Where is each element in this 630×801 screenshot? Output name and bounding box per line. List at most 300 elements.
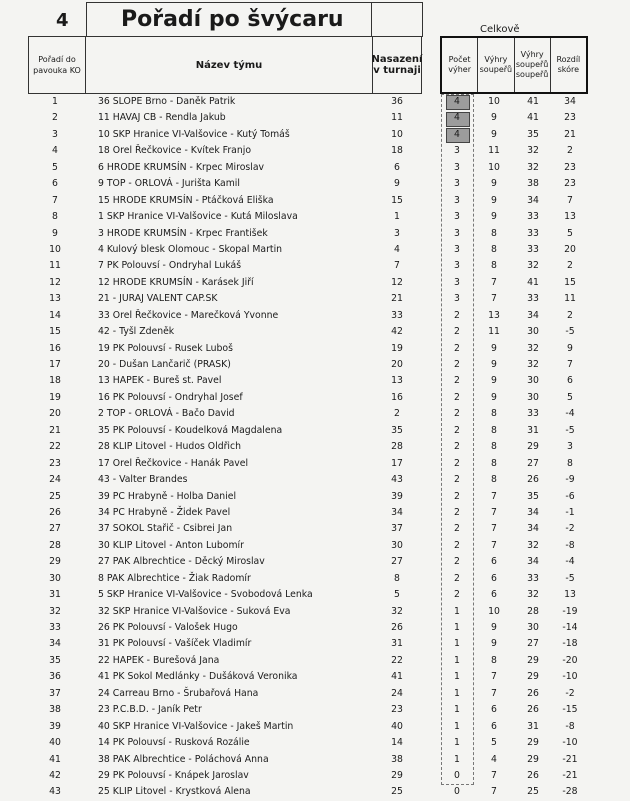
opponent-opponent-wins-cell: 34 [527,523,539,535]
seed-cell: 40 [391,720,403,732]
opponent-opponent-wins-cell: 30 [527,622,539,633]
rank-cell: 30 [49,572,61,584]
opponent-wins-cell: 7 [491,293,497,305]
opponent-opponent-wins-cell: 29 [527,753,539,765]
opponent-opponent-wins-cell: 32 [527,589,539,601]
team-name-cell: 30 KLIP Litovel - Anton Lubomír [98,539,244,551]
wins-cell: 2 [454,556,460,568]
team-name-cell: 15 HRODE KRUMSÍN - Ptáčková Eliška [98,194,274,206]
score-difference-cell: -2 [565,687,575,699]
opponent-opponent-wins-cell: 35 [527,128,539,140]
opponent-wins-cell: 9 [491,638,497,650]
score-difference-cell: 15 [564,276,576,288]
seed-cell: 11 [391,112,403,124]
table-row [0,357,630,373]
seed-cell: 43 [391,474,403,486]
opponent-opponent-wins-cell: 26 [527,474,539,486]
table-row [0,390,630,406]
opponent-wins-cell: 8 [491,243,497,255]
wins-cell: 0 [454,769,460,781]
opponent-wins-cell: 7 [491,490,497,502]
team-name-cell: 41 PK Sokol Medlánky - Dušáková Veronika [98,671,298,683]
team-name-cell: 3 HRODE KRUMSÍN - Krpec František [98,227,268,239]
table-row [0,308,630,324]
seed-cell: 23 [391,704,403,716]
team-name-cell: 29 PK Polouvsí - Knápek Jaroslav [98,769,249,781]
opponent-opponent-wins-cell: 41 [527,112,539,124]
table-row [0,209,630,225]
wins-cell: 2 [454,539,460,551]
score-difference-cell: 7 [567,359,573,370]
seed-cell: 9 [394,178,400,190]
team-name-cell: 26 PK Polouvsí - Valošek Hugo [98,622,238,633]
team-name-cell: 22 HAPEK - Burešová Jana [98,654,220,666]
team-name-cell: 27 PAK Albrechtice - Děcký Miroslav [98,556,265,568]
score-difference-cell: 23 [564,178,576,190]
opponent-wins-cell: 7 [491,671,497,683]
table-row [0,719,630,735]
table-row [0,373,630,389]
wins-cell: 2 [454,490,460,502]
wins-cell: 3 [454,293,460,305]
seed-cell: 35 [391,424,403,436]
opponent-opponent-wins-cell: 33 [527,211,539,223]
table-row [0,226,630,242]
team-name-cell: 10 SKP Hranice VI-Valšovice - Kutý Tomáš [98,128,290,140]
opponent-opponent-wins-cell: 27 [527,638,539,650]
table-row [0,324,630,340]
score-difference-cell: -6 [565,490,575,502]
rank-cell: 32 [49,605,61,617]
score-difference-cell: 7 [567,194,573,206]
score-difference-cell: -9 [565,474,575,486]
table-row [0,341,630,357]
team-name-cell: 6 HRODE KRUMSÍN - Krpec Miroslav [98,161,265,173]
opponent-wins-cell: 6 [491,704,497,716]
opponent-wins-cell: 9 [491,211,497,223]
rank-cell: 8 [52,211,58,223]
score-difference-cell: 2 [567,145,573,157]
team-name-cell: 8 PAK Albrechtice - Žiak Radomír [98,572,251,584]
opponent-opponent-wins-cell: 29 [527,654,539,666]
team-name-cell: 23 P.C.B.D. - Janík Petr [98,704,202,716]
wins-cell: 2 [454,309,460,321]
opponent-opponent-wins-cell: 34 [527,309,539,321]
rank-cell: 18 [49,375,61,387]
rank-cell: 4 [52,145,58,157]
table-row [0,94,630,110]
score-difference-cell: 3 [567,441,573,453]
table-row [0,193,630,209]
wins-cell: 2 [454,326,460,338]
team-name-cell: 13 HAPEK - Bureš st. Pavel [98,375,222,387]
wins-cell: 2 [454,359,460,370]
opponent-wins-cell: 13 [488,309,500,321]
seed-cell: 16 [391,391,403,403]
score-difference-cell: 5 [567,227,573,239]
opponent-opponent-wins-cell: 29 [527,441,539,453]
rank-cell: 34 [49,638,61,650]
seed-cell: 5 [394,589,400,601]
score-difference-cell: -10 [562,671,578,683]
score-difference-cell: -8 [565,539,575,551]
wins-cell: 1 [454,638,460,650]
opponent-wins-cell: 9 [491,178,497,190]
wins-cell: 0 [454,786,460,798]
opponent-wins-cell: 10 [488,605,500,617]
team-name-cell: 2 TOP - ORLOVÁ - Bačo David [98,408,235,420]
table-row [0,538,630,554]
seed-cell: 12 [391,276,403,288]
team-name-cell: 4 Kulový blesk Olomouc - Skopal Martin [98,243,283,255]
wins-cell: 1 [454,737,460,749]
seed-cell: 33 [391,309,403,321]
rank-cell: 22 [49,441,61,453]
score-difference-cell: -19 [562,605,578,617]
opponent-wins-cell: 9 [491,359,497,370]
wins-cell: 1 [454,671,460,683]
seed-cell: 17 [391,457,403,469]
score-difference-cell: 2 [567,309,573,321]
team-name-cell: 1 SKP Hranice VI-Valšovice - Kutá Miloslava [98,211,298,223]
seed-cell: 30 [391,539,403,551]
opponent-opponent-wins-cell: 30 [527,391,539,403]
overall-label: Celkově [480,24,520,35]
table-row [0,439,630,455]
seed-cell: 1 [394,211,400,223]
opponent-wins-cell: 6 [491,556,497,568]
wins-cell: 2 [454,506,460,518]
wins-cell: 3 [454,145,460,157]
table-row [0,143,630,159]
table-row [0,521,630,537]
team-name-cell: 7 PK Polouvsí - Ondryhal Lukáš [98,260,242,272]
score-difference-cell: -2 [565,523,575,535]
rank-cell: 11 [49,260,61,272]
opponent-wins-cell: 11 [488,326,500,338]
rank-cell: 20 [49,408,61,420]
opponent-wins-cell: 9 [491,128,497,140]
wins-cell: 1 [454,753,460,765]
score-difference-cell: -5 [565,424,575,436]
wins-cell: 2 [454,342,460,354]
score-difference-cell: -5 [565,326,575,338]
col-header-opp-opp-wins: Výhry soupeřů soupeřů [515,38,551,92]
table-row [0,686,630,702]
table-row [0,242,630,258]
wins-cell: 3 [454,211,460,223]
seed-cell: 6 [394,161,400,173]
score-difference-cell: -10 [562,737,578,749]
seed-cell: 2 [394,408,400,420]
opponent-wins-cell: 7 [491,276,497,288]
seed-cell: 29 [391,769,403,781]
score-difference-cell: -28 [562,786,578,798]
opponent-opponent-wins-cell: 34 [527,506,539,518]
page-title: Pořadí po švýcaru [86,2,372,36]
opponent-wins-cell: 8 [491,441,497,453]
seed-cell: 42 [391,326,403,338]
wins-cell: 2 [454,523,460,535]
rank-cell: 17 [49,359,61,370]
rank-cell: 6 [52,178,58,190]
wins-cell: 4 [454,96,460,107]
team-name-cell: 11 HAVAJ CB - Rendla Jakub [98,112,226,124]
wins-cell: 4 [454,112,460,124]
rank-cell: 24 [49,474,61,486]
opponent-opponent-wins-cell: 31 [527,720,539,732]
rank-cell: 9 [52,227,58,239]
seed-cell: 19 [391,342,403,354]
table-row [0,752,630,768]
table-row [0,784,630,800]
rank-cell: 16 [49,342,61,354]
opponent-opponent-wins-cell: 32 [527,359,539,370]
team-name-cell: 12 HRODE KRUMSÍN - Karásek Jiří [98,276,254,288]
table-row [0,176,630,192]
opponent-opponent-wins-cell: 32 [527,145,539,157]
opponent-wins-cell: 7 [491,539,497,551]
opponent-wins-cell: 8 [491,654,497,666]
wins-cell: 2 [454,408,460,420]
team-name-cell: 28 KLIP Litovel - Hudos Oldřich [98,441,242,453]
table-row [0,735,630,751]
seed-cell: 21 [391,293,403,305]
team-name-cell: 34 PC Hrabyně - Židek Pavel [98,506,231,518]
opponent-wins-cell: 9 [491,194,497,206]
table-row [0,768,630,784]
wins-cell: 3 [454,161,460,173]
wins-cell: 1 [454,720,460,732]
rank-cell: 14 [49,309,61,321]
team-name-cell: 32 SKP Hranice VI-Valšovice - Suková Eva [98,605,291,617]
team-name-cell: 33 Orel Řečkovice - Marečková Yvonne [98,309,279,321]
table-row [0,160,630,176]
team-name-cell: 43 - Valter Brandes [98,474,188,486]
rank-cell: 23 [49,457,61,469]
team-name-cell: 39 PC Hrabyně - Holba Daniel [98,490,237,502]
seed-cell: 15 [391,194,403,206]
wins-cell: 2 [454,391,460,403]
rank-cell: 43 [49,786,61,798]
score-difference-cell: 8 [567,457,573,469]
rank-cell: 21 [49,424,61,436]
opponent-wins-cell: 8 [491,424,497,436]
seed-cell: 7 [394,260,400,272]
wins-cell: 3 [454,227,460,239]
table-row [0,275,630,291]
seed-cell: 4 [394,243,400,255]
opponent-opponent-wins-cell: 31 [527,424,539,436]
opponent-opponent-wins-cell: 32 [527,539,539,551]
score-difference-cell: -20 [562,654,578,666]
score-difference-cell: 34 [564,96,576,107]
table-row [0,406,630,422]
score-difference-cell: 13 [564,589,576,601]
rank-cell: 15 [49,326,61,338]
score-difference-cell: 20 [564,243,576,255]
team-name-cell: 38 PAK Albrechtice - Poláchová Anna [98,753,269,765]
team-name-cell: 24 Carreau Brno - Šrubařová Hana [98,687,259,699]
table-row [0,571,630,587]
opponent-wins-cell: 6 [491,572,497,584]
rank-cell: 37 [49,687,61,699]
team-name-cell: 21 - JURAJ VALENT CAP.SK [98,293,218,305]
opponent-wins-cell: 9 [491,391,497,403]
opponent-opponent-wins-cell: 35 [527,490,539,502]
table-row [0,505,630,521]
score-difference-cell: -14 [562,622,578,633]
table-row [0,653,630,669]
table-row [0,456,630,472]
wins-cell: 1 [454,704,460,716]
opponent-opponent-wins-cell: 29 [527,737,539,749]
wins-cell: 2 [454,589,460,601]
score-difference-cell: -21 [562,753,578,765]
team-name-cell: 31 PK Polouvsí - Vašíček Vladimír [98,638,252,650]
page-number: 4 [56,10,69,31]
rank-cell: 40 [49,737,61,749]
score-difference-cell: 9 [567,342,573,354]
opponent-opponent-wins-cell: 41 [527,276,539,288]
team-name-cell: 19 PK Polouvsí - Rusek Luboš [98,342,233,354]
wins-cell: 2 [454,441,460,453]
opponent-wins-cell: 8 [491,474,497,486]
table-row [0,258,630,274]
seed-cell: 28 [391,441,403,453]
score-difference-cell: -4 [565,408,575,420]
opponent-wins-cell: 7 [491,786,497,798]
opponent-opponent-wins-cell: 33 [527,293,539,305]
wins-cell: 2 [454,424,460,436]
opponent-wins-cell: 7 [491,687,497,699]
score-difference-cell: 5 [567,391,573,403]
wins-cell: 1 [454,605,460,617]
team-name-cell: 20 - Dušan Lančarič (PRASK) [98,359,231,370]
opponent-wins-cell: 7 [491,769,497,781]
seed-cell: 38 [391,753,403,765]
seed-cell: 32 [391,605,403,617]
seed-cell: 22 [391,654,403,666]
wins-cell: 3 [454,194,460,206]
standings-table [0,94,630,801]
col-header-diff: Rozdíl skóre [556,55,581,74]
opponent-wins-cell: 9 [491,342,497,354]
opponent-wins-cell: 8 [491,408,497,420]
col-header-group [440,36,588,94]
seed-cell: 25 [391,786,403,798]
wins-cell: 2 [454,572,460,584]
seed-cell: 37 [391,523,403,535]
seed-cell: 18 [391,145,403,157]
opponent-wins-cell: 6 [491,720,497,732]
seed-cell: 39 [391,490,403,502]
rank-cell: 39 [49,720,61,732]
seed-cell: 26 [391,622,403,633]
rank-cell: 2 [52,112,58,124]
seed-cell: 24 [391,687,403,699]
wins-cell: 3 [454,178,460,190]
score-difference-cell: -8 [565,720,575,732]
rank-cell: 13 [49,293,61,305]
opponent-opponent-wins-cell: 33 [527,408,539,420]
team-name-cell: 25 KLIP Litovel - Krystková Alena [98,786,251,798]
table-row [0,636,630,652]
wins-cell: 3 [454,276,460,288]
opponent-wins-cell: 9 [491,112,497,124]
opponent-opponent-wins-cell: 26 [527,769,539,781]
seed-cell: 10 [391,128,403,140]
opponent-wins-cell: 4 [491,753,497,765]
rank-cell: 31 [49,589,61,601]
rank-cell: 25 [49,490,61,502]
score-difference-cell: -21 [562,769,578,781]
score-difference-cell: -5 [565,572,575,584]
rank-cell: 41 [49,753,61,765]
opponent-opponent-wins-cell: 33 [527,243,539,255]
table-row [0,604,630,620]
opponent-opponent-wins-cell: 30 [527,375,539,387]
seed-cell: 41 [391,671,403,683]
table-row [0,620,630,636]
opponent-opponent-wins-cell: 33 [527,227,539,239]
opponent-opponent-wins-cell: 30 [527,326,539,338]
team-name-cell: 14 PK Polouvsí - Rusková Rozálie [98,737,250,749]
opponent-wins-cell: 8 [491,227,497,239]
opponent-wins-cell: 7 [491,523,497,535]
seed-cell: 34 [391,506,403,518]
opponent-opponent-wins-cell: 38 [527,178,539,190]
rank-cell: 33 [49,622,61,633]
team-name-cell: 16 PK Polouvsí - Ondryhal Josef [98,391,243,403]
score-difference-cell: 11 [564,293,576,305]
wins-cell: 1 [454,622,460,633]
seed-cell: 36 [391,96,403,107]
col-header-rank: Pořadí do pavouka KO [28,36,86,94]
opponent-opponent-wins-cell: 29 [527,671,539,683]
table-row [0,472,630,488]
wins-cell: 4 [454,128,460,140]
opponent-wins-cell: 5 [491,737,497,749]
score-difference-cell: -18 [562,638,578,650]
score-difference-cell: -15 [562,704,578,716]
opponent-wins-cell: 11 [488,145,500,157]
table-row [0,554,630,570]
table-row [0,587,630,603]
col-header-wins: Počet výher [442,38,478,92]
wins-cell: 2 [454,375,460,387]
table-row [0,423,630,439]
table-row [0,291,630,307]
opponent-wins-cell: 8 [491,260,497,272]
seed-cell: 13 [391,375,403,387]
opponent-wins-cell: 7 [491,506,497,518]
score-difference-cell: 2 [567,260,573,272]
team-name-cell: 17 Orel Řečkovice - Hanák Pavel [98,457,249,469]
rank-cell: 42 [49,769,61,781]
rank-cell: 1 [52,96,58,107]
col-header-opp-wins: Výhry soupeřů [478,38,514,92]
team-name-cell: 36 SLOPE Brno - Daněk Patrik [98,96,236,107]
opponent-wins-cell: 6 [491,589,497,601]
col-header-seed: Nasazení v turnaji [372,36,422,94]
opponent-wins-cell: 10 [488,161,500,173]
score-difference-cell: 13 [564,211,576,223]
score-difference-cell: 23 [564,112,576,124]
opponent-opponent-wins-cell: 34 [527,194,539,206]
opponent-opponent-wins-cell: 33 [527,572,539,584]
opponent-wins-cell: 10 [488,96,500,107]
